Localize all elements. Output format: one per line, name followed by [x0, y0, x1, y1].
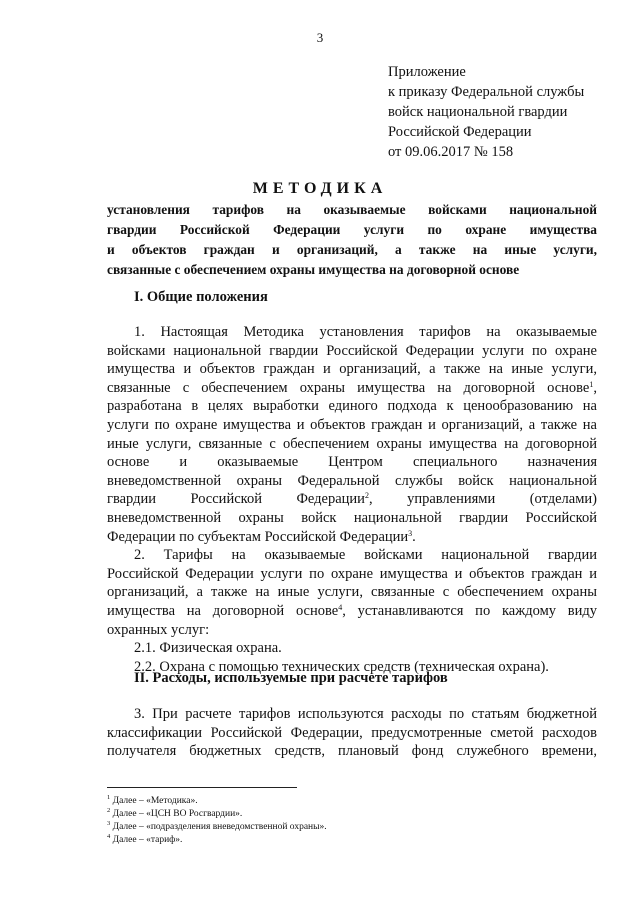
paragraph-line: Федерации по субъектам Российской Федерации$^3$.	[107, 528, 416, 545]
page-number: 3	[316, 30, 324, 45]
paragraph-line: 1. Настоящая Методика установления тарифов на оказываемые	[134, 324, 597, 340]
section-heading-1: I. Общие положения	[134, 289, 268, 305]
paragraph-1	[107, 323, 597, 676]
paragraph-3	[107, 705, 597, 761]
paragraph-line: вневедомственной охраны Федеральной службы войск национальной	[107, 472, 597, 489]
paragraph-line: войсками национальной гвардии Российской Федерации услуги по охране	[107, 342, 597, 359]
document-title: МЕТОДИКА	[252, 180, 388, 197]
paragraph-line: получателя бюджетных средств, плановый фонд служебного времени,	[107, 743, 597, 760]
subtitle-line: связанные с обеспечением охраны имущества на договорной основе	[107, 262, 520, 277]
subtitle-line: установления тарифов на оказываемые войсками национальной	[107, 202, 597, 217]
appendix-line: войск национальной гвардии	[388, 104, 568, 120]
paragraph-line: основе и оказываемые Центром специального назначения	[107, 454, 597, 471]
paragraph-line: Российской Федерации услуги по охране имущества и объектов граждан и	[107, 565, 597, 582]
paragraph-line: организаций, а также на иные услуги, связанные с обеспечением охраны	[107, 584, 597, 601]
footnote: $^2$ Далее – «ЦСН ВО Росгвардии».	[107, 807, 243, 819]
footnotes	[107, 795, 327, 847]
paragraph-line: имущества и объектов граждан и организаций, а также на иные услуги,	[107, 361, 597, 378]
footnote-divider	[107, 787, 297, 788]
appendix-block	[388, 62, 584, 162]
footnote: $^4$ Далее – «тариф».	[107, 833, 183, 845]
footnote: $^3$ Далее – «подразделения вневедомственной охраны».	[107, 820, 327, 832]
subtitle-line: гвардии Российской Федерации услуги по охране имущества	[107, 222, 597, 237]
paragraph-line: связанные с обеспечением охраны имущества на договорной основе$^1$,	[107, 379, 597, 396]
paragraph-line: 3. При расчете тарифов используются расходы по статьям бюджетной	[134, 706, 597, 722]
footnote-ref: 4	[338, 602, 343, 612]
footnote: $^1$ Далее – «Методика».	[107, 794, 198, 806]
list-item: 2.2. Охрана с помощью технических средств (техническая охрана).	[134, 658, 549, 675]
document-subtitle	[107, 200, 597, 280]
subtitle-line: и объектов граждан и организаций, а также на иные услуги,	[107, 242, 597, 257]
footnote-ref: 1	[589, 379, 594, 389]
appendix-line: Российской Федерации	[388, 124, 532, 140]
paragraph-line: гвардии Российской Федерации$^2$, управлениями (отделами)	[107, 491, 597, 508]
paragraph-line: классификации Российской Федерации, предусмотренные сметой расходов	[107, 724, 597, 741]
list-item: 2.1. Физическая охрана.	[134, 640, 282, 657]
appendix-line: Приложение	[388, 64, 466, 80]
section-heading-2: II. Расходы, используемые при расчете тарифов	[134, 670, 448, 686]
appendix-line: к приказу Федеральной службы	[388, 84, 585, 100]
paragraph-line: охранных услуг:	[107, 621, 210, 638]
paragraph-line: 2. Тарифы на оказываемые войсками национальной гвардии	[134, 547, 597, 564]
footnote-ref: 3	[408, 528, 413, 538]
paragraph-line: имущества на договорной основе$^4$, устанавливаются по каждому виду	[107, 602, 597, 619]
paragraph-line: вневедомственной охраны войск национальной гвардии Российской	[107, 509, 597, 526]
appendix-line: от 09.06.2017 № 158	[388, 144, 514, 160]
paragraph-line: иные услуги, связанные с обеспечением охраны имущества на договорной	[107, 435, 597, 452]
paragraph-line: разработана в целях выработки единого подхода к ценообразованию на	[107, 398, 597, 415]
footnote-ref: 2	[364, 491, 369, 501]
paragraph-line: услуги по охране имущества и объектов граждан и организаций, а также на	[107, 416, 597, 433]
